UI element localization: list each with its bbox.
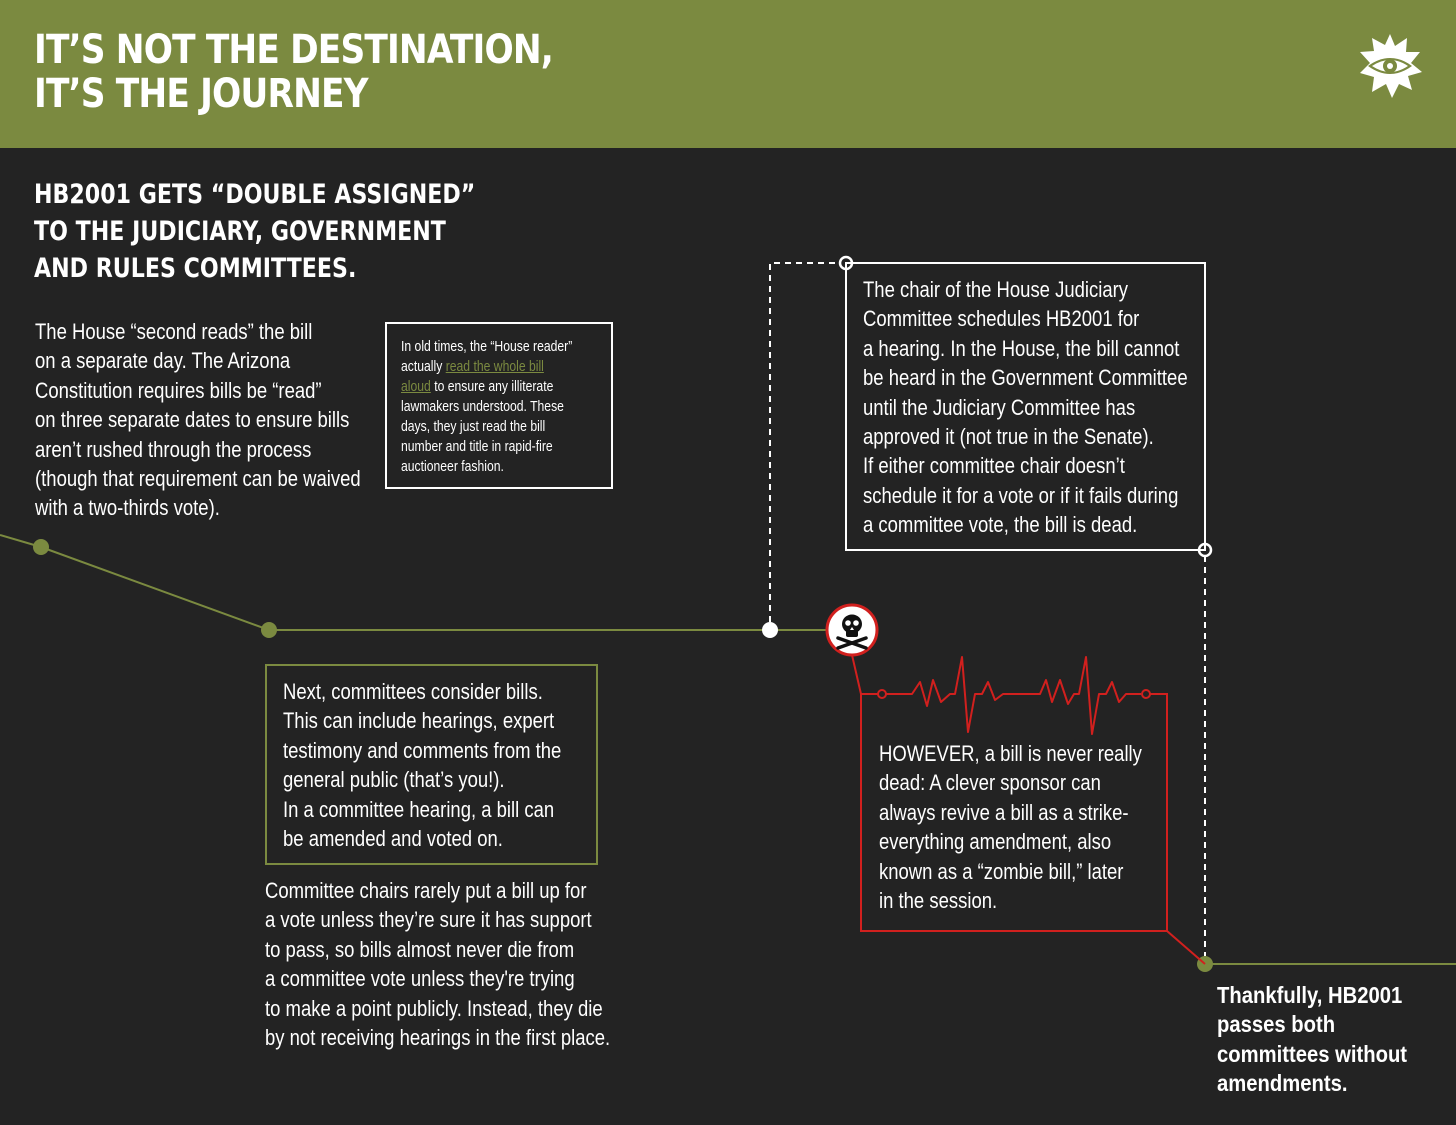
- text-line: (though that requirement can be waived: [35, 466, 361, 492]
- text-line: committees without: [1217, 1040, 1408, 1067]
- text-line: Committee schedules HB2001 for: [863, 306, 1140, 332]
- text-fragment: actually: [401, 359, 446, 375]
- chairs-rarely-text: [265, 876, 610, 1052]
- section-heading-line-1: HB2001 GETS “DOUBLE ASSIGNED”: [34, 179, 476, 210]
- text-line: HOWEVER, a bill is never really: [879, 741, 1142, 766]
- text-line: The House “second reads” the bill: [35, 319, 313, 344]
- zombie-bill-text: [879, 739, 1142, 915]
- text-line: dead: A clever sponsor can: [879, 770, 1101, 796]
- text-line: general public (that’s you!).: [283, 767, 505, 793]
- section-heading-line-3: AND RULES COMMITTEES.: [34, 253, 357, 284]
- text-line: [401, 357, 572, 377]
- timeline-line: [0, 535, 826, 630]
- heartbeat-line-icon: [861, 657, 1150, 734]
- old-times-text: [401, 337, 572, 477]
- text-line: a committee vote, the bill is dead.: [863, 512, 1138, 538]
- text-line: on a separate day. The Arizona: [35, 348, 291, 374]
- text-line: until the Judiciary Committee has: [863, 394, 1136, 420]
- text-line: In a committee hearing, a bill can: [283, 796, 555, 822]
- title-line-1: IT’S NOT THE DESTINATION,: [34, 27, 553, 73]
- text-line: If either committee chair doesn’t: [863, 453, 1125, 479]
- text-line: In old times, the “House reader”: [401, 339, 573, 355]
- text-line: in the session.: [879, 888, 998, 914]
- outcome-text: [1217, 981, 1407, 1099]
- text-fragment: to ensure any illiterate: [430, 379, 554, 395]
- text-line: be amended and voted on.: [283, 826, 503, 852]
- chair-schedules-text: [863, 275, 1188, 540]
- read-bill-aloud-link[interactable]: read the whole bill: [445, 359, 544, 375]
- text-line: on three separate dates to ensure bills: [35, 407, 350, 433]
- text-line: always revive a bill as a strike-: [879, 799, 1129, 825]
- text-line: to make a point publicly. Instead, they die: [265, 995, 603, 1021]
- text-line: Constitution requires bills be “read”: [35, 377, 322, 403]
- text-line: a vote unless they’re sure it has support: [265, 907, 592, 933]
- section-heading-line-2: TO THE JUDICIARY, GOVERNMENT: [34, 216, 446, 247]
- text-line: to pass, so bills almost never die from: [265, 936, 575, 962]
- text-line: amendments.: [1217, 1070, 1348, 1097]
- text-line: by not receiving hearings in the first place.: [265, 1025, 611, 1051]
- timeline-node-second-read: [33, 539, 49, 555]
- text-line: a hearing. In the House, the bill cannot: [863, 335, 1180, 361]
- text-line: The chair of the House Judiciary: [863, 277, 1129, 302]
- timeline-node-committees: [261, 622, 277, 638]
- text-line: aren’t rushed through the process: [35, 436, 312, 462]
- text-line: number and title in rapid-fire: [401, 439, 553, 455]
- text-line: everything amendment, also: [879, 829, 1112, 855]
- text-line: [401, 377, 572, 397]
- text-line: This can include hearings, expert: [283, 708, 555, 734]
- text-line: auctioneer fashion.: [401, 459, 504, 475]
- second-read-text: [35, 317, 361, 523]
- text-line: with a two-thirds vote).: [35, 495, 220, 521]
- skull-crossbones-icon: [827, 605, 877, 655]
- text-line: Thankfully, HB2001: [1217, 982, 1403, 1008]
- text-line: schedule it for a vote or if it fails during: [863, 482, 1179, 508]
- text-line: testimony and comments from the: [283, 737, 562, 763]
- title-line-2: IT’S THE JOURNEY: [34, 71, 368, 117]
- timeline-node-chair: [762, 622, 778, 638]
- text-line: lawmakers understood. These: [401, 399, 564, 415]
- text-line: be heard in the Government Committee: [863, 365, 1188, 391]
- text-line: Next, committees consider bills.: [283, 679, 543, 704]
- read-bill-aloud-link-cont[interactable]: aloud: [401, 379, 431, 395]
- zombie-box-right: [1146, 694, 1167, 931]
- dashed-connector-chair: [770, 263, 838, 622]
- text-line: Committee chairs rarely put a bill up for: [265, 878, 587, 903]
- text-line: approved it (not true in the Senate).: [863, 424, 1154, 450]
- committees-consider-text: [283, 677, 561, 853]
- text-line: days, they just read the bill: [401, 419, 546, 435]
- text-line: known as a “zombie bill,” later: [879, 858, 1124, 884]
- text-line: passes both: [1217, 1011, 1336, 1038]
- text-line: a committee vote unless they're trying: [265, 966, 575, 992]
